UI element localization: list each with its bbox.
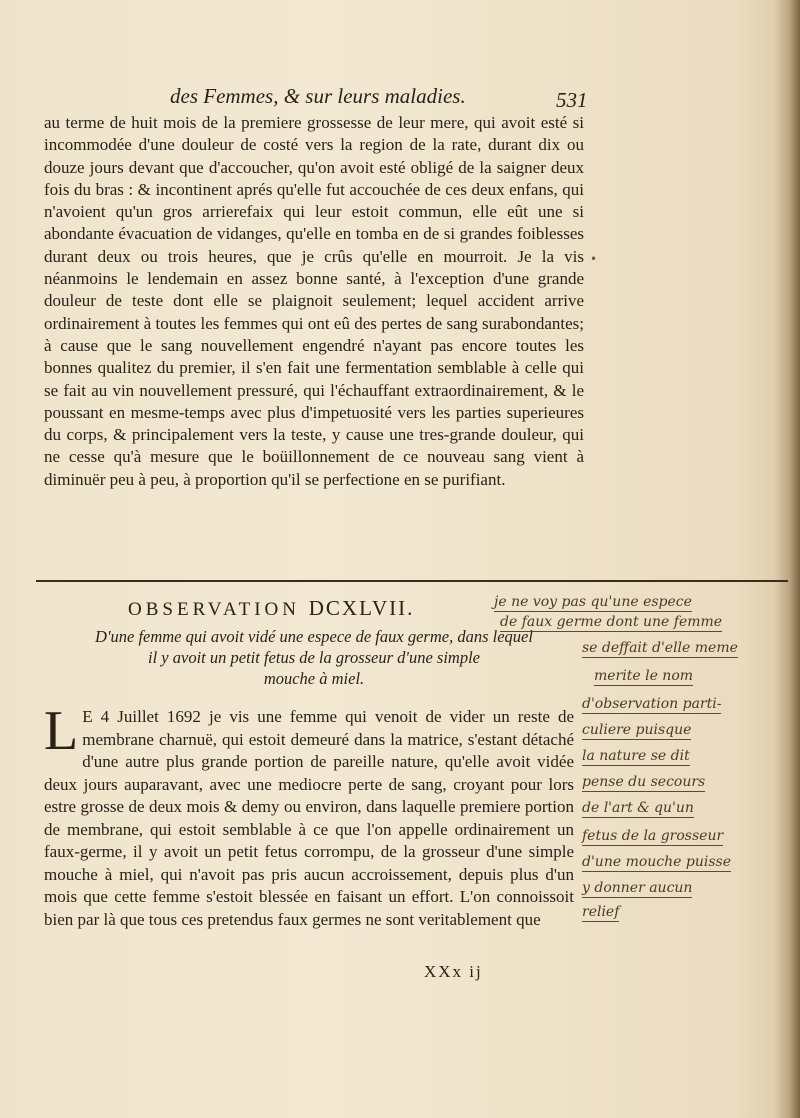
observation-paragraph: [44, 700, 574, 931]
observation-heading: [128, 596, 414, 621]
marginal-note-line: de faux germe dont une femme: [500, 614, 723, 630]
marginal-note-line: merite le nom: [594, 668, 694, 684]
signature-mark: XXx ij: [424, 962, 483, 981]
marginal-note-line: fetus de la grosseur: [582, 828, 724, 844]
page-number: 531: [556, 88, 588, 112]
marginal-note-line: relief: [582, 904, 620, 920]
observation-label: OBSERVATION: [128, 599, 300, 620]
book-spine-shadow: [774, 0, 800, 1118]
marginal-note-line: se deffait d'elle meme: [582, 640, 738, 656]
marginal-note-line: de l'art & qu'un: [582, 800, 694, 816]
marginal-note-line: d'observation parti-: [582, 696, 722, 712]
marginal-note-line: y donner aucun: [582, 880, 693, 896]
observation-number: DCXLVII.: [308, 596, 415, 620]
subtitle-line: il y avoit un petit fetus de la grosseur d'une simple: [148, 648, 480, 667]
marginal-note-line: culiere puisque: [582, 722, 692, 738]
observation-subtitle: [44, 626, 584, 689]
marginal-note-line: d'une mouche puisse: [582, 854, 732, 870]
subtitle-line: mouche à miel.: [263, 669, 365, 688]
marginal-note-line: pense du secours: [582, 774, 706, 790]
marginal-note-line: la nature se dit: [582, 748, 690, 764]
section-rule: [36, 580, 788, 582]
paragraph-continued: au terme de huit mois de la premiere grossesse de leur mere, qui avoit esté si incommodée d'une douleur de costé vers la region de la rate, durant dix ou douze jours devant que d'accoucher, qu'on avoit esté obligé de la saigner deux fois du bras : & incontinent aprés qu'elle fut accouchée de ces deux enfans, qui n'avoient qu'un gros arrierefaix qui leur estoit commun, elle eût une si abondante évacuation de vidanges, qu'elle en tomba en de si grandes foiblesses durant deux ou trois heures, que je crûs qu'elle en mourroit. Je la vis néanmoins le lendemain en assez bonne santé, à l'exception d'une grande douleur de teste dont elle se plaignoit seulement; lequel accident arrive ordinairement à toutes les femmes qui ont eû des pertes de sang surabondantes; à cause que le sang nouvellement engendré n'ayant pas encore toutes les bonnes qualitez du premier, il s'en fait une fermentation semblable à celle qui se fait au vin nouvellement pressuré, qui l'échauffant extraordinairement, & le poussant en mesme-temps avec plus d'impetuosité vers les parties superieures du corps, & principalement vers la teste, y cause une tres-grande douleur, qui ne cesse qu'à mesure que le boüillonnement de ce nouveau sang vient à diminuër peu à peu, à proportion qu'il se perfectione en se purifiant.: [44, 113, 584, 489]
subtitle-line: D'une femme qui avoit vidé une espece de faux germe, dans lequel: [95, 627, 533, 646]
ink-dot-mark: •: [590, 252, 598, 266]
drop-cap: L: [44, 700, 79, 762]
marginal-note-line: je ne voy pas qu'une espece: [494, 594, 692, 610]
observation-text: E 4 Juillet 1692 je vis une femme qui venoit de vider un reste de membrane charnuë, qui estoit demeuré dans la matrice, s'estant détaché d'une autre plus grande portion de pareille nature, qu'elle avoit vidée deux jours auparavant, avec une mediocre perte de sang, croyant pour lors estre grosse de deux mois & demy ou environ, dans laquelle premiere portion de membrane, qui estoit semblable à ce que l'on appelle ordinairement un faux-germe, il y avoit un petit fetus corrompu, de la grosseur d'une simple mouche à miel, qui n'avoit pas pris aucun accroissement, depuis plus d'un mois que cette femme s'estoit blessée en faisant un effort. L'on connoissoit bien par là que tous ces pretendus faux germes ne sont veritablement que: [44, 707, 574, 929]
running-head: des Femmes, & sur leurs maladies.: [170, 84, 466, 108]
